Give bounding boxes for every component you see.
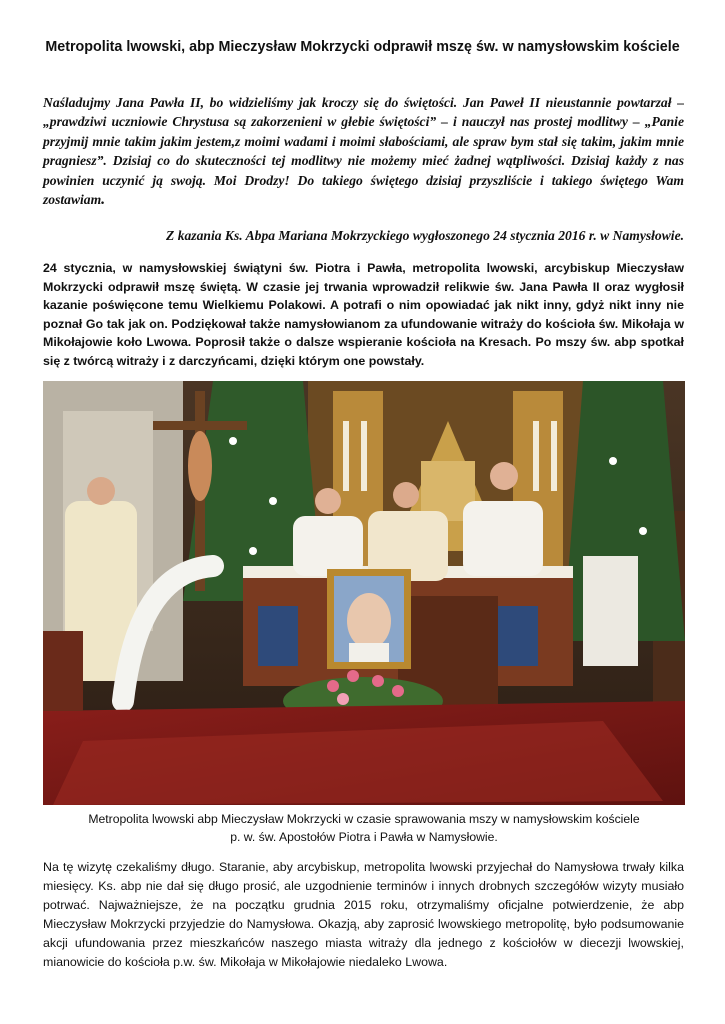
article-title: Metropolita lwowski, abp Mieczysław Mokrzycki odprawił mszę św. w namysłowskim kościele xyxy=(45,39,680,55)
body-paragraph: Na tę wizytę czekaliśmy długo. Staranie, aby arcybiskup, metropolita lwowski przyjechał do Namysłowa trwały kilka miesięcy. Ks. abp nie dał się długo prosić, ale uzgodnienie terminów i innych drobnych szczegółów wizyty musiało potrwać. Najważniejsze, że na początku grudnia 2015 roku, otrzymaliśmy oficjalne potwierdzenie, że abp Mieczysław Mokrzycki przyjedzie do Namysłowa. Okazją, aby zaprosić lwowskiego metropolitę, było podsumowanie akcji ufundowania przez mieszkańców naszego miasta witraży dla jednego z kościołów w diecezji lwowskiej, mianowicie do kościoła p.w. św. Mikołaja w Mikołajowie niedaleko Lwowa. xyxy=(43,860,684,969)
lead-paragraph: 24 stycznia, w namysłowskiej świątyni św. Piotra i Pawła, metropolita lwowski, arcybiskup Mieczysław Mokrzycki odprawił mszę świętą. W czasie jej trwania wprowadził relikwie św. Jana Pawła II oraz wygłosił kazanie poświęcone temu Wielkiemu Polakowi. A potrafi o nim opowiadać jak nikt inny, gdyż nikt inny nie poznał Go tak jak on. Podziękował także namysłowianom za ufundowanie witraży do kościoła św. Mikołaja w Mikołajowie koło Lwowa. Poprosił także o dalsze wspieranie kościoła na Kresach. Po mszy św. abp spotkał się z twórcą witraży i z darczyńcami, dzięki którym one powstały. xyxy=(43,261,684,368)
church-altar-illustration xyxy=(43,381,685,805)
photo-caption-line-1: Metropolita lwowski abp Mieczysław Mokrzycki w czasie sprawowania mszy w namysłowskim kościele xyxy=(88,812,640,826)
homily-quote-text: Naśladujmy Jana Pawła II, bo widzieliśmy jak kroczy się do świętości. Jan Paweł II nieustannie powtarzał – „prawdziwi uczniowie Chrystusa są zakorzenieni w głebie świętości” – i nauczył nas prostej modlitwy – „Panie przyjmij mnie takim jakim jestem,z moimi wadami i moimi słabościami, ale spraw bym stał się takim, jakim mnie pragniesz”. Dzisiaj co do skuteczności tej modlitwy nie możemy mieć żadnej wątpliwości. Dzisiaj każdy z nas powinien uczynić ją swoją. Moi Drodzy! Do takiego świętego dzisiaj przyszliście i takiego świętego Wam zostawiam xyxy=(43,95,684,208)
homily-quote xyxy=(43,93,684,209)
homily-quote-end: . xyxy=(101,191,106,209)
mass-photo xyxy=(43,381,685,805)
quote-source: Z kazania Ks. Abpa Mariana Mokrzyckiego wygłoszonego 24 stycznia 2016 r. w Namysłowie. xyxy=(166,228,684,243)
photo-caption xyxy=(43,810,685,846)
photo-caption-line-2: p. w. św. Apostołów Piotra i Pawła w Namysłowie. xyxy=(230,830,498,844)
